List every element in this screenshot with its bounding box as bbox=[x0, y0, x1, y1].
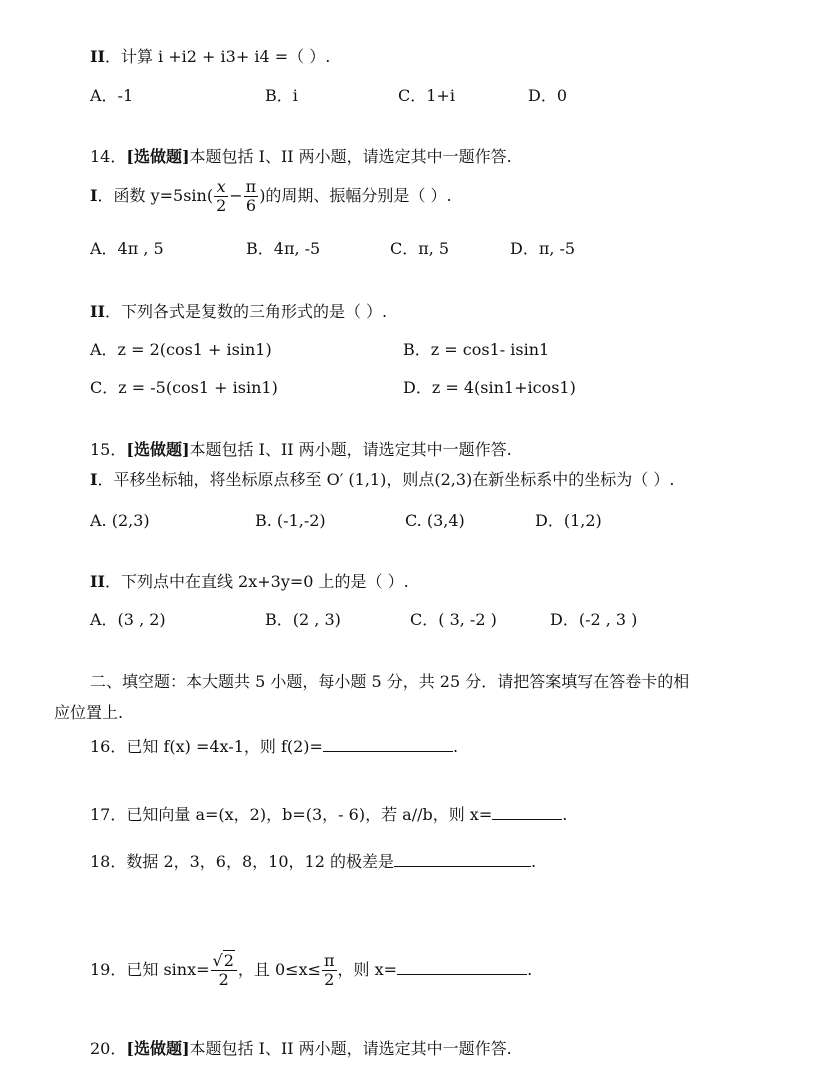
q20-number: 20． bbox=[90, 1039, 127, 1058]
q14-i-label: I bbox=[90, 186, 98, 205]
q19-frac2-den: 2 bbox=[324, 970, 335, 989]
q16-stem bbox=[90, 735, 458, 758]
q16-text: 16．已知 f(x) =4x-1，则 f(2)= bbox=[90, 737, 323, 756]
q14-i-stem bbox=[90, 174, 452, 218]
q15-i-label: I bbox=[90, 470, 98, 489]
q14-i-frac1-den: 2 bbox=[216, 196, 227, 215]
q14-ii-option-d: D．z = 4(sin1+icos1) bbox=[403, 378, 576, 397]
q15-header-text: 本题包括 I、II 两小题，请选定其中一题作答. bbox=[189, 440, 512, 459]
q15-ii-option-c: C．( 3, -2 ) bbox=[410, 610, 497, 629]
q14-i-fraction-pi-over-6 bbox=[244, 178, 259, 215]
q15-i-option-b: B. (-1,-2) bbox=[255, 511, 326, 530]
q15-header bbox=[90, 439, 512, 461]
q14-i-frac2-num: π bbox=[245, 177, 257, 196]
q15-i-stem bbox=[90, 469, 674, 491]
q14-i-option-d: D．π, -5 bbox=[510, 239, 576, 258]
q15-i-text: ．平移坐标轴，将坐标原点移至 O′ (1,1)，则点(2,3)在新坐标系中的坐标为（ ）. bbox=[97, 470, 675, 489]
q15-elective-tag: [选做题] bbox=[126, 440, 190, 459]
q15-i-option-a: A. (2,3) bbox=[90, 511, 150, 530]
q19-post: ，则 x= bbox=[337, 960, 398, 979]
q15-ii-option-a: A．(3 , 2) bbox=[90, 610, 166, 629]
q18-text: 18．数据 2，3，6，8，10，12 的极差是 bbox=[90, 852, 394, 871]
q19-end: . bbox=[527, 960, 533, 979]
q15-ii-text: ．下列点中在直线 2x+3y=0 上的是（ ）. bbox=[104, 572, 409, 591]
q18-answer-blank[interactable] bbox=[394, 850, 531, 867]
q14-i-option-b: B．4π, -5 bbox=[246, 239, 321, 258]
q19-fraction-sqrt2-over-2 bbox=[211, 952, 237, 989]
q14-header bbox=[90, 146, 512, 168]
q19-pre: 19．已知 sinx= bbox=[90, 960, 210, 979]
q14-ii-stem bbox=[90, 301, 387, 323]
q17-end: . bbox=[562, 805, 568, 824]
q19-frac2-num: π bbox=[324, 951, 335, 970]
q18-stem bbox=[90, 850, 536, 873]
q19-mid: ，且 0≤x≤ bbox=[237, 960, 322, 979]
q14-i-frac1-num: x bbox=[214, 178, 228, 197]
q14-ii-option-c: C．z = -5(cos1 + isin1) bbox=[90, 378, 278, 397]
q15-ii-option-b: B．(2 , 3) bbox=[265, 610, 341, 629]
sqrt-icon: √2 bbox=[212, 951, 234, 970]
section2-heading-line2: 应位置上. bbox=[54, 703, 124, 722]
q15-number: 15． bbox=[90, 440, 127, 459]
q19-fraction-pi-over-2 bbox=[322, 952, 337, 989]
q14-i-option-c: C．π, 5 bbox=[390, 239, 450, 258]
q19-answer-blank[interactable] bbox=[397, 958, 527, 975]
q14-ii-label: II bbox=[90, 302, 105, 321]
q14-ii-text: ．下列各式是复数的三角形式的是（ ）. bbox=[104, 302, 388, 321]
q13-ii-option-a: A．-1 bbox=[90, 86, 134, 105]
q20-header bbox=[90, 1038, 512, 1060]
q13-ii-text: ．计算 i +i2 + i3+ i4 =（ ）. bbox=[104, 47, 331, 66]
q14-i-minus: − bbox=[229, 186, 243, 205]
q17-stem bbox=[90, 803, 567, 826]
q14-i-frac2-den: 6 bbox=[245, 196, 257, 215]
q19-frac1-den: 2 bbox=[218, 970, 229, 989]
q15-ii-label: II bbox=[90, 572, 105, 591]
q14-ii-option-b: B．z = cos1- isin1 bbox=[403, 340, 550, 359]
q13-ii-option-c: C．1+i bbox=[398, 86, 455, 105]
q19-stem bbox=[90, 945, 532, 995]
q17-answer-blank[interactable] bbox=[492, 803, 562, 820]
q14-header-text: 本题包括 I、II 两小题，请选定其中一题作答. bbox=[189, 147, 512, 166]
q14-number: 14． bbox=[90, 147, 127, 166]
q20-elective-tag: [选做题] bbox=[126, 1039, 190, 1058]
q17-text: 17．已知向量 a=(x，2)，b=(3，- 6)，若 a//b，则 x= bbox=[90, 805, 493, 824]
q14-ii-option-a: A．z = 2(cos1 + isin1) bbox=[90, 340, 272, 359]
q14-i-text-pre: ．函数 y=5sin( bbox=[97, 186, 214, 205]
section2-heading-line1: 二、填空题：本大题共 5 小题，每小题 5 分，共 25 分．请把答案填写在答卷卡的相 bbox=[90, 672, 690, 691]
q18-end: . bbox=[530, 852, 537, 871]
q13-ii-label: II bbox=[90, 47, 105, 66]
q19-frac1-num bbox=[211, 952, 237, 971]
q13-ii-stem bbox=[90, 46, 330, 68]
q14-i-text-post: )的周期、振幅分别是（ ）. bbox=[259, 186, 452, 205]
q16-end: . bbox=[452, 737, 459, 756]
q15-i-option-d: D．(1,2) bbox=[535, 511, 602, 530]
q13-ii-option-b: B．i bbox=[265, 86, 298, 105]
q15-ii-option-d: D．(-2 , 3 ) bbox=[550, 610, 638, 629]
q15-i-option-c: C. (3,4) bbox=[405, 511, 465, 530]
q20-header-text: 本题包括 I、II 两小题，请选定其中一题作答. bbox=[189, 1039, 512, 1058]
q14-i-option-a: A．4π , 5 bbox=[90, 239, 164, 258]
q14-i-fraction-x-over-2 bbox=[214, 178, 228, 215]
q13-ii-option-d: D．0 bbox=[528, 86, 568, 105]
q15-ii-stem bbox=[90, 571, 409, 593]
q16-answer-blank[interactable] bbox=[323, 735, 453, 752]
q14-elective-tag: [选做题] bbox=[126, 147, 190, 166]
